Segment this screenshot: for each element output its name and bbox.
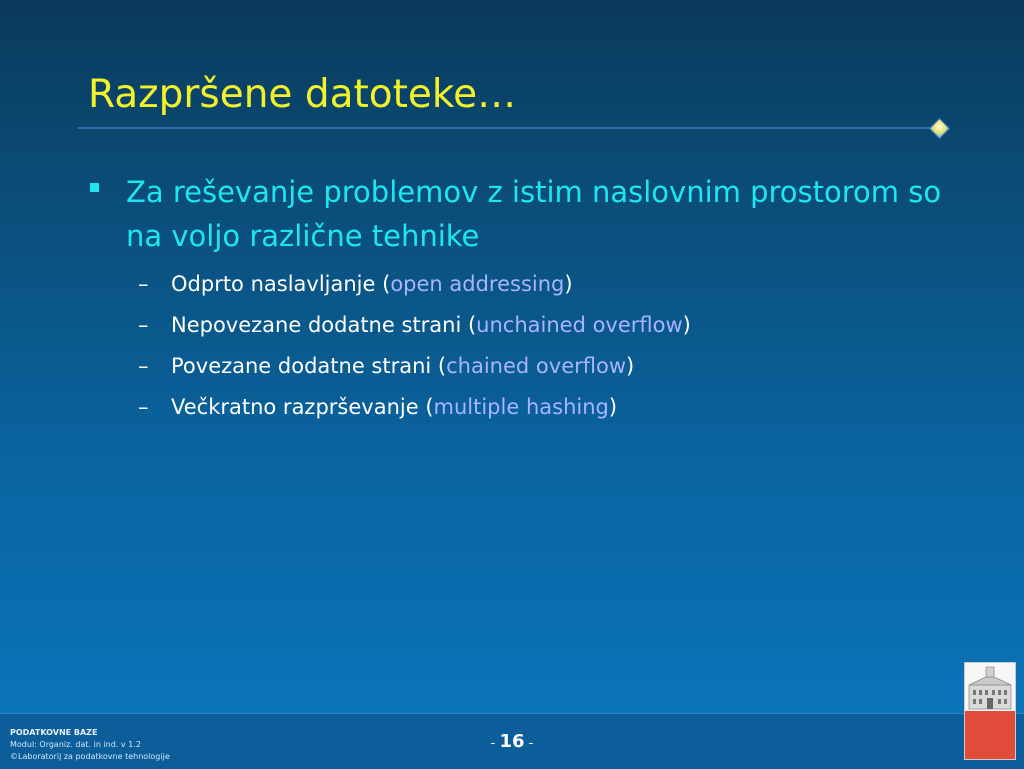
sub-bullet-text: Nepovezane dodatne strani ( bbox=[171, 313, 477, 337]
sub-bullet-term: multiple hashing bbox=[433, 395, 609, 419]
title-divider bbox=[78, 127, 936, 129]
dash-bullet-icon: – bbox=[138, 354, 149, 378]
page-prefix: - bbox=[490, 736, 496, 751]
sub-bullet-open-addressing bbox=[138, 264, 968, 305]
sub-bullet-term: open addressing bbox=[390, 272, 565, 296]
sub-bullet-suffix: ) bbox=[626, 354, 635, 378]
footer-course: PODATKOVNE BAZE bbox=[10, 728, 98, 737]
sub-bullet-chained-overflow bbox=[138, 346, 968, 387]
page-number bbox=[0, 731, 1024, 752]
sub-bullet-text: Odprto naslavljanje ( bbox=[171, 272, 391, 296]
sub-bullet-suffix: ) bbox=[682, 313, 691, 337]
main-bullet-text: Za reševanje problemov z istim naslovnim prostorom so na voljo različne tehnike bbox=[126, 175, 942, 253]
square-bullet-icon bbox=[90, 183, 99, 192]
slide-title: Razpršene datoteke… bbox=[88, 72, 517, 117]
sub-bullet-multiple-hashing bbox=[138, 387, 968, 428]
sub-bullet-term: unchained overflow bbox=[476, 313, 683, 337]
diamond-ornament-icon bbox=[929, 118, 949, 138]
university-building-logo-icon bbox=[964, 662, 1016, 760]
sub-bullet-text: Večkratno razprševanje ( bbox=[171, 395, 434, 419]
page-suffix: - bbox=[528, 736, 534, 751]
sub-bullet-suffix: ) bbox=[564, 272, 573, 296]
main-bullet bbox=[88, 170, 968, 258]
sub-bullet-suffix: ) bbox=[608, 395, 618, 419]
footer-module: Modul: Organiz. dat. in ind. v 1.2 bbox=[10, 740, 141, 749]
footer-lab: ©Laboratorij za podatkovne tehnologije bbox=[10, 752, 170, 761]
dash-bullet-icon: – bbox=[138, 395, 149, 419]
dash-bullet-icon: – bbox=[138, 313, 149, 337]
page-number-value: 16 bbox=[499, 731, 525, 752]
dash-bullet-icon: – bbox=[138, 272, 149, 296]
sub-bullet-term: chained overflow bbox=[446, 354, 626, 378]
sub-bullet-unchained-overflow bbox=[138, 305, 968, 346]
slide-content bbox=[88, 170, 968, 428]
sub-bullet-text: Povezane dodatne strani ( bbox=[171, 354, 447, 378]
sub-bullet-list bbox=[88, 264, 968, 428]
